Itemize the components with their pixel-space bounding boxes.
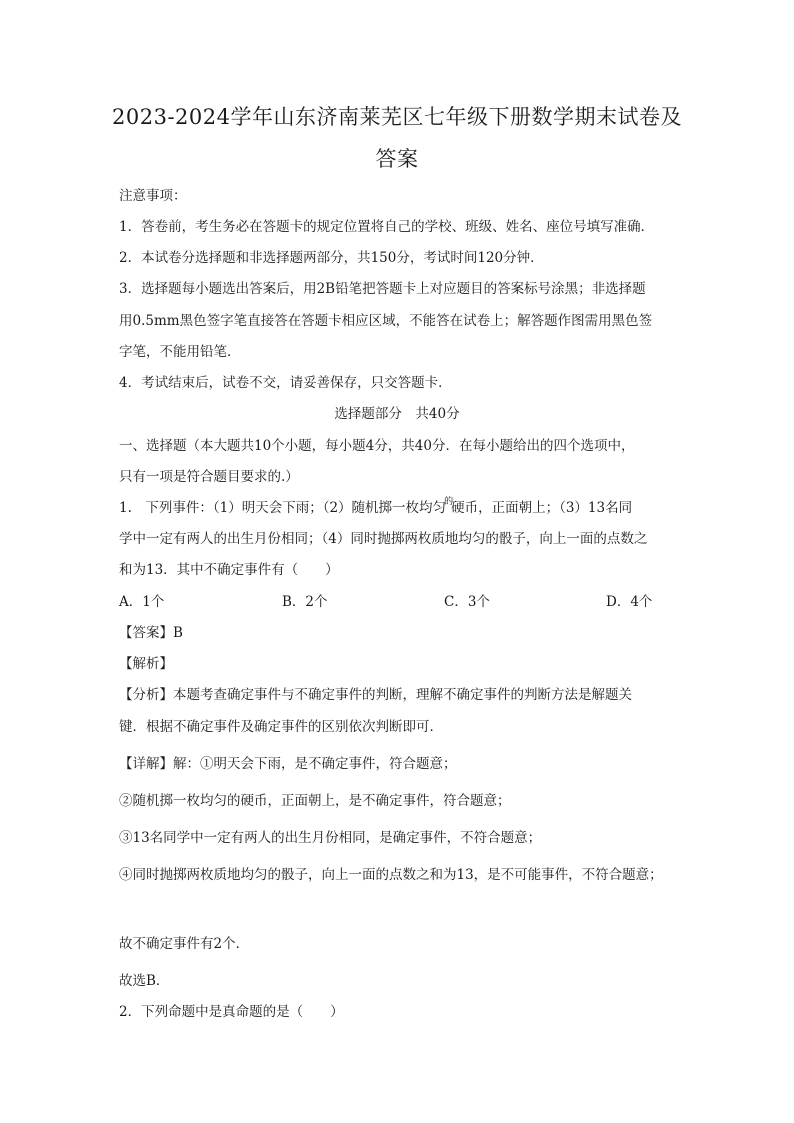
q1-detail-3: ③13名同学中一定有两人的出生月份相同，是确定事件，不符合题意；	[119, 830, 542, 846]
q1-detail-2: ②随机掷一枚均匀的硬币，正面朝上，是不确定事件，符合题意；	[119, 793, 511, 809]
q1-conclusion: 故不确定事件有2个．	[119, 936, 250, 952]
q2-stem-line1: 2．下列命题中是真命题的是（ ）	[119, 1004, 344, 1020]
q1-analysis-line2: 键．根据不确定事件及确定事件的区别依次判断即可．	[119, 719, 443, 735]
q1-choice: 故选B．	[119, 973, 170, 989]
doc-title-line2: 答案	[375, 147, 419, 171]
section-intro-line2: 只有一项是符合题目要求的.）	[119, 469, 299, 485]
q1-option-d: D．4个	[606, 594, 653, 610]
q1-analysis-line1: 【分析】本题考查确定事件与不确定事件的判断，理解不确定事件的判断方法是解题关	[119, 687, 632, 703]
notice-item-3-line3: 字笔，不能用铅笔．	[119, 344, 241, 360]
notice-item-3-line2: 用0.5mm黑色签字笔直接答在答题卡相应区域，不能答在试卷上；解答题作图需用黑色签	[119, 313, 653, 329]
notice-item-1: 1．答卷前，考生务必在答题卡的规定位置将自己的学校、班级、姓名、座位号填写准确．	[119, 219, 655, 235]
q1-stem-line3: 和为13．其中不确定事件有（ ）	[119, 562, 339, 578]
q1-stem-line1-part-b: 硬币，正面朝上；（3）13名同	[451, 500, 633, 516]
q1-option-b: B．2个	[282, 594, 328, 610]
notice-heading: 注意事项：	[119, 188, 187, 204]
q1-option-a: A．1个	[119, 594, 165, 610]
q1-option-c: C．3个	[444, 594, 490, 610]
notice-item-4: 4．考试结束后，试卷不交，请妥善保存，只交答题卡．	[119, 375, 452, 391]
q1-analysis-label: 【解析】	[119, 656, 173, 672]
q1-stem-line1-part-a: 1. 下列事件：（1）明天会下雨；（2）随机掷一枚均匀	[119, 500, 447, 516]
q1-stem-superscript: 的	[444, 497, 454, 507]
section-heading: 选择题部分 共40分	[334, 406, 460, 422]
notice-item-3-line1: 3．选择题每小题选出答案后，用2B铅笔把答题卡上对应题目的答案标号涂黑；非选择题	[119, 281, 646, 297]
notice-item-2: 2．本试卷分选择题和非选择题两部分，共150分，考试时间120分钟．	[119, 250, 544, 266]
section-intro-line1: 一、选择题（本大题共10个小题，每小题4分，共40分．在每小题给出的四个选项中，	[119, 438, 635, 454]
q1-detail-1: 【详解】解：①明天会下雨，是不确定事件，符合题意；	[119, 756, 457, 772]
doc-title-line1: 2023-2024学年山东济南莱芜区七年级下册数学期末试卷及	[112, 105, 682, 129]
q1-answer: 【答案】B	[119, 625, 183, 641]
q1-stem-line1	[119, 498, 632, 520]
q1-stem-line2: 学中一定有两人的出生月份相同；（4）同时抛掷两枚质地均匀的骰子，向上一面的点数之	[119, 531, 648, 547]
q1-detail-4: ④同时抛掷两枚质地均匀的骰子，向上一面的点数之和为13，是不可能事件，不符合题意；	[119, 867, 663, 883]
